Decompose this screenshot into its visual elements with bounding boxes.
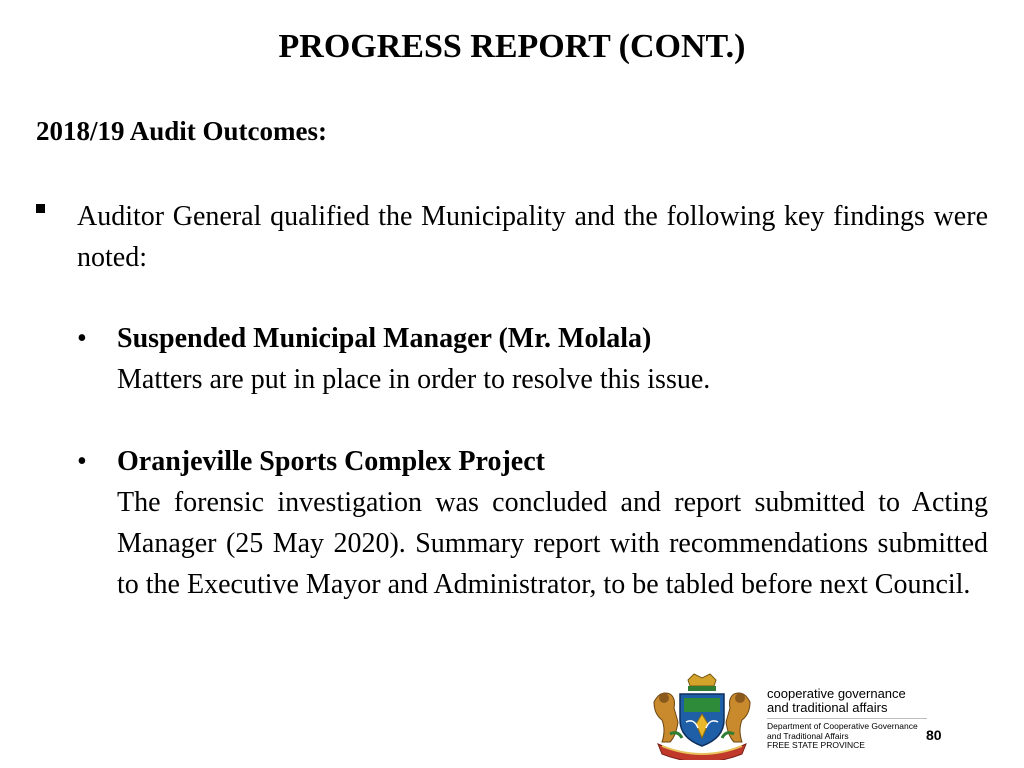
finding-item xyxy=(77,441,988,605)
department-branding xyxy=(767,687,927,751)
round-bullet-icon: • xyxy=(77,446,87,477)
department-line: Department of Cooperative Governance xyxy=(767,721,918,731)
finding-description: The forensic investigation was concluded and report submitted to Acting Manager (25 May 2020). Summary report with recommendations submitted to the Executive Mayor and Administrator, to be tabled before next Council. xyxy=(117,487,988,600)
coat-of-arms-icon xyxy=(648,672,756,760)
main-bullet-text: Auditor General qualified the Municipality and the following key findings were noted: xyxy=(77,201,988,273)
finding-item xyxy=(77,318,988,400)
brand-line: cooperative governance xyxy=(767,686,906,701)
section-subtitle: 2018/19 Audit Outcomes: xyxy=(36,116,328,146)
finding-heading: Oranjeville Sports Complex Project xyxy=(117,446,545,477)
slide-title: PROGRESS REPORT (CONT.) xyxy=(278,28,746,65)
finding-heading: Suspended Municipal Manager (Mr. Molala) xyxy=(117,323,652,354)
main-bullet-item xyxy=(36,196,988,278)
footer-divider xyxy=(767,718,927,719)
square-bullet-icon xyxy=(36,204,45,213)
department-line: and Traditional Affairs xyxy=(767,730,849,741)
department-line: FREE STATE PROVINCE xyxy=(767,740,865,750)
round-bullet-icon: • xyxy=(77,323,87,354)
finding-description: Matters are put in place in order to resolve this issue. xyxy=(117,364,711,395)
page-number: 80 xyxy=(926,727,942,743)
brand-line: and traditional affairs xyxy=(767,700,888,715)
